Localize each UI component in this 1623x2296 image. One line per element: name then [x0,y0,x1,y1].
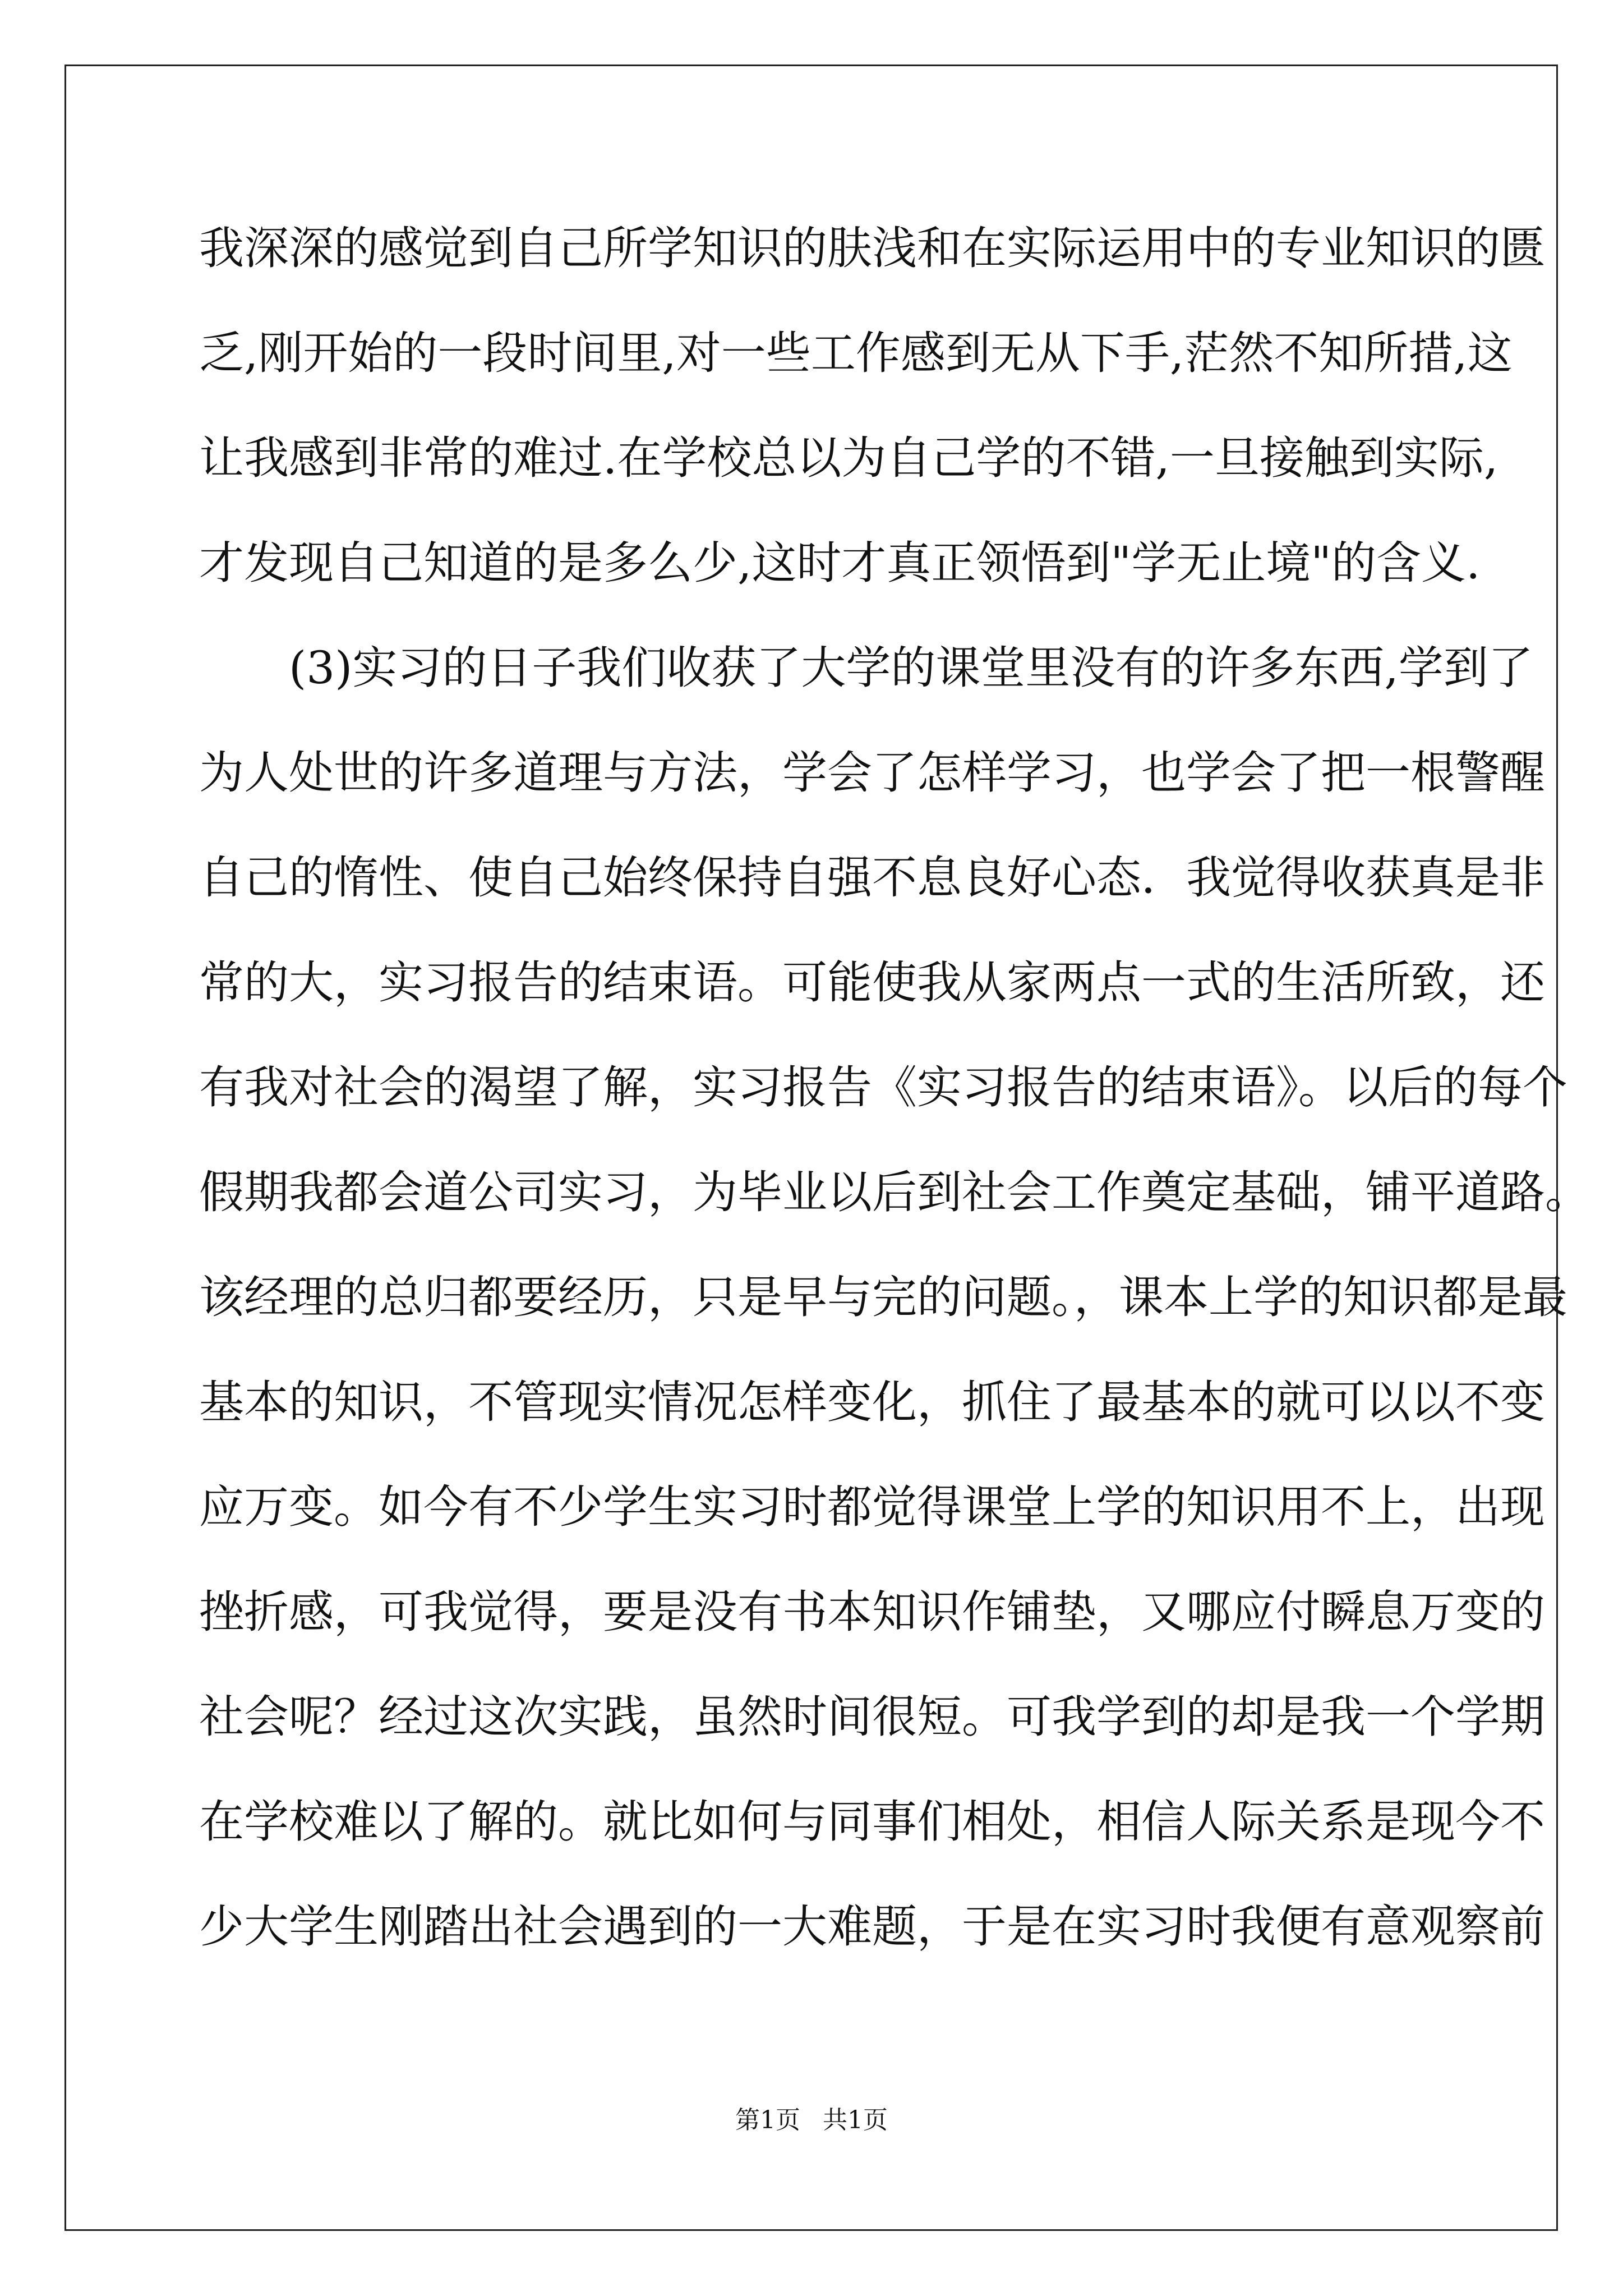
text-line-17: 少大学生刚踏出社会遇到的一大难题，于是在实习时我便有意观察前 [199,1901,1545,1953]
text-line-14: 挫折感，可我觉得，要是没有书本知识作铺垫，又哪应付瞬息万变的 [199,1586,1545,1638]
text-line-11: 该经理的总归都要经历，只是早与完的问题。，课本上学的知识都是最 [199,1271,1567,1323]
text-line-10: 假期我都会道公司实习，为毕业以后到社会工作奠定基础，铺平道路。 [199,1166,1590,1218]
page-number-total: 共1页 [823,2106,888,2134]
text-line-4: 才发现自己知道的是多么少,这时才真正领悟到"学无止境"的含义. [199,537,1481,589]
text-line-15: 社会呢？经过这次实践，虽然时间很短。可我学到的却是我一个学期 [199,1691,1545,1743]
text-line-8: 常的大，实习报告的结束语。可能使我从家两点一式的生活所致，还 [199,956,1545,1009]
document-body [199,216,1590,1999]
text-line-13: 应万变。如今有不少学生实习时都觉得课堂上学的知识用不上，出现 [199,1481,1545,1533]
page-footer [0,2104,1623,2137]
page-number-current: 第1页 [735,2106,800,2134]
text-line-9: 有我对社会的渴望了解，实习报告《实习报告的结束语》。以后的每个 [199,1061,1567,1114]
text-line-6: 为人处世的许多道理与方法，学会了怎样学习，也学会了把一根警醒 [199,747,1545,799]
text-line-16: 在学校难以了解的。就比如何与同事们相处，相信人际关系是现今不 [199,1796,1545,1848]
text-line-12: 基本的知识，不管现实情况怎样变化，抓住了最基本的就可以以不变 [199,1376,1545,1428]
text-line-3: 让我感到非常的难过.在学校总以为自己学的不错,一旦接触到实际, [199,432,1498,484]
text-line-7: 自己的惰性、使自己始终保持自强不息良好心态．我觉得收获真是非 [199,852,1545,904]
text-line-5: (3)实习的日子我们收获了大学的课堂里没有的许多东西,学到了 [199,642,1533,694]
text-line-1: 我深深的感觉到自己所学知识的肤浅和在实际运用中的专业知识的匮 [199,222,1545,274]
text-line-2: 乏,刚开始的一段时间里,对一些工作感到无从下手,茫然不知所措,这 [199,327,1513,379]
